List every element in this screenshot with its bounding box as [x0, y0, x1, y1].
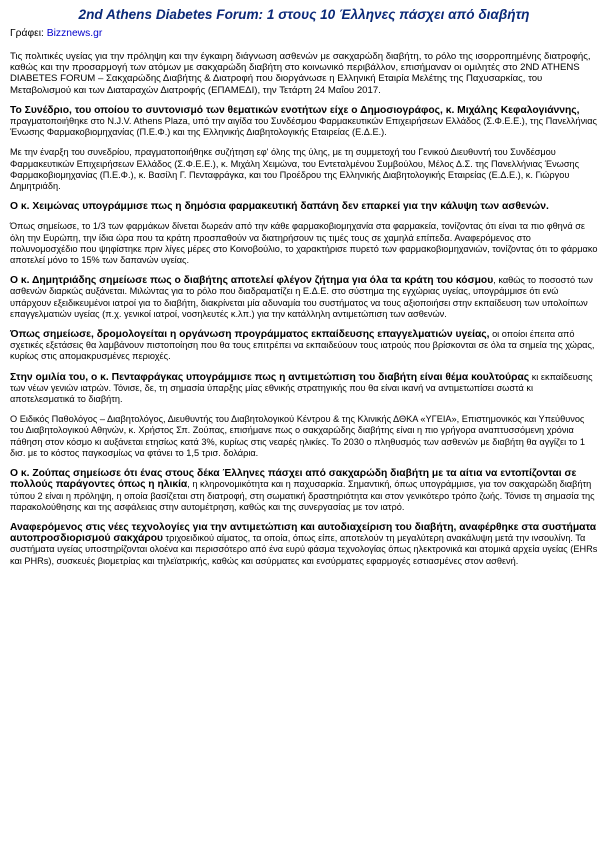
article-paragraph [10, 201, 598, 212]
paragraph-lead-bold: Στην ομιλία του, ο κ. Πενταφράγκας υπογράμμισε πως η αντιμετώπιση του διαβήτη είναι θέμα κουλτούρας [10, 371, 530, 383]
paragraph-text: πραγματοποιήθηκε στο N.J.V. Athens Plaza, υπό την αιγίδα του Συνδέσμου Φαρμακευτικών Επιχειρήσεων Ελλάδος (Σ.Φ.Ε.Ε.), της Πανελλήνιας Ένωσης Φαρμακοβιομηχανίας (Π.Ε.Φ.) και της Ελληνικής Διαβητολογικής Εταιρείας (Ε.Δ.Ε.). [10, 116, 597, 138]
paragraph-lead-bold: Αναφερόμενος στις νέες τεχνολογίες για την αντιμετώπιση και αυτοδιαχείριση του διαβήτη, αναφέρθηκε στα συστήματα αυτοπροσδιορισμού σακχάρου [10, 521, 597, 545]
article-paragraph [10, 414, 598, 459]
article-body [10, 51, 598, 567]
paragraph-lead-bold: Όπως σημείωσε, δρομολογείται η οργάνωση προγράμματος εκπαίδευσης επαγγελματιών υγείας, [10, 329, 490, 341]
paragraph-lead-bold: Ο κ. Χειμώνας υπογράμμισε πως η δημόσια φαρμακευτική δαπάνη δεν επαρκεί για την κάλυψη των ασθενών. [10, 201, 549, 213]
paragraph-text: Τις πολιτικές υγείας για την πρόληψη και την έγκαιρη διάγνωση ασθενών με σακχαρώδη διαβήτη, το ρόλο της ισορροπημένης διατροφής, καθώς και την προσαρμογή των ατόμων με σακχαρώδη διαβήτη στο κοινωνικό περιβάλλον, επισήμαναν οι ομιλητές στο 2ND ATHENS DIABETES FORUM – Σακχαρώδης Διαβήτης & Διατροφή που διοργάνωσε η Ελληνική Εταιρία Μελέτης της Παχυσαρκίας, του Μεταβολισμού και των Διαταραχών Διατροφής (ΕΠΑΜΕΔΙ), την Τετάρτη 24 Μαΐου 2017. [10, 51, 591, 96]
paragraph-text: κι εκπαίδευσης των νέων γενιών ιατρών. Τόνισε, δε, τη σημασία ύπαρξης μίας εθνικής στρατηγικής που θα είναι ικανή να αντιμετωπίσει σωστά κι αποτελεσματικά το διαβήτη. [10, 371, 593, 405]
article-title: 2nd Athens Diabetes Forum: 1 στους 10 Έλληνες πάσχει από διαβήτη [78, 7, 530, 22]
source-label: Γράφει: [10, 28, 44, 39]
article-source [10, 27, 598, 40]
article-paragraph [10, 147, 598, 192]
paragraph-lead-bold: Ο κ. Δημητριάδης σημείωσε πως ο διαβήτης αποτελεί φλέγον ζήτημα για όλα τα κράτη του κόσμου [10, 275, 494, 287]
paragraph-text: , η κληρονομικότητα και η παχυσαρκία. Σημαντική, όπως υπογράμμισε, για τον σακχαρώδη διαβήτη τύπου 2 είναι η πρόληψη, η οποία βασίζεται στη διατροφή, στη σωματική δραστηριότητα και στον γενικότερο τρόπο ζωής. Τόνισε τη σημασία της παρακολούθησης και της ασφάλειας στην αυτομέτρηση, καθώς και της συνεργασίας με τον ιατρό. [10, 479, 595, 512]
article-paragraph [10, 105, 598, 139]
paragraph-text: οι οποίοι έπειτα από σχετικές εξετάσεις θα λαμβάνουν πιστοποίηση που θα τους επιτρέπει να εκπαιδεύουν τους ιατρούς που βρίσκονται σε όλα τα σημεία της χώρας, κυρίως στις απομακρυσμένες περιοχές. [10, 329, 595, 362]
paragraph-text: Όπως σημείωσε, το 1/3 των φαρμάκων δίνεται δωρεάν από την κάθε φαρμακοβιομηχανία στα φαρμακεία, τονίζοντας ότι είναι τα πιο φθηνά σε όλη την Ευρώπη, την ίδια ώρα που τα κράτη προσπαθούν να διατηρήσουν τις τιμές τους σε χαμηλά επίπεδα. Αναφερόμενος στο πολυνομοσχέδιο που ψηφίστηκε πριν λίγες μέρες στο Κοινοβούλιο, το χαρακτήρισε πυρετό των φαρμακοβιομηχανιών, τονίζοντας ότι το φάρμακο αποτελεί μόνο το 15% των δαπανών υγείας. [10, 221, 598, 266]
article-paragraph [10, 51, 598, 96]
paragraph-text: , καθώς το ποσοστό των ασθενών διαρκώς αυξάνεται. Μιλώντας για το ρόλο που διαδραματίζει η Ε.Δ.Ε. στο σύστημα της εγχώριας υγείας, υπογράμμισε ότι ενώ υπάρχουν εξειδικευμένοι ιατροί για το διαβήτη, διακρίνεται μία αδυναμία του συστήματος να τους αξιοποιήσει στην εκπαίδευση των υπολοίπων επαγγελματιών υγείας (π.χ. γενικοί ιατροί, νοσηλευτές κ.λπ.) για την κατάλληλη αντιμετώπιση των ασθενών. [10, 275, 593, 319]
article-paragraph [10, 522, 598, 567]
source-link[interactable]: Bizznews.gr [46, 28, 103, 39]
article-paragraph [10, 468, 598, 513]
article-paragraph [10, 221, 598, 266]
paragraph-lead-bold: Το Συνέδριο, του οποίου το συντονισμό των θεματικών ενοτήτων είχε ο Δημοσιογράφος, κ. Μιχάλης Κεφαλογιάννης, [10, 104, 580, 116]
paragraph-lead-bold: Ο κ. Ζούπας σημείωσε ότι ένας στους δέκα Έλληνες πάσχει από σακχαρώδη διαβήτη με τα αίτια να εντοπίζονται σε πολλούς παράγοντες όπως η ηλικία [10, 468, 577, 491]
paragraph-text: Με την έναρξη του συνεδρίου, πραγματοποιήθηκε συζήτηση εφ' όλης της ύλης, με τη συμμετοχή του Γενικού Διευθυντή του Συνδέσμου Φαρμακευτικών Επιχειρήσεων Ελλάδος (Σ.Φ.Ε.Ε.), κ. Μιχάλη Χειμώνα, του Εντεταλμένου Συμβούλου, Μέλος Δ.Σ. της Πανελλήνιας Ένωσης Φαρμακοβιομηχανίας (Π.Ε.Φ.), κ. Βασίλη Γ. Πενταφράγκα, και του Προέδρου της Ελληνικής Διαβητολογικής Εταιρείας (Ε.Δ.Ε.), κ. Γιώργου Δημητριάδη. [10, 147, 580, 192]
article-paragraph [10, 275, 598, 320]
article-paragraph [10, 329, 598, 363]
article-paragraph [10, 372, 598, 406]
paragraph-text: τριχοειδικού αίματος, τα οποία, όπως είπε, αποτελούν τη μεγαλύτερη ανακάλυψη μετά την ινσουλίνη. Τα συστήματα υγείας υποστηρίζονται ολοένα και περισσότερο από ένα ευρύ φάσμα τεχνολογίας όπως ηλεκτρονικά και ατομικά αρχεία υγείας (EHRs και PHRs), συσκευές βιομετρίας και τηλεϊατρικής, καθώς και ασύρματες και ενσύρματες εφαρμογές εστιασμένες στον ασθενή. [10, 533, 598, 566]
paragraph-text: Ο Ειδικός Παθολόγος – Διαβητολόγος, Διευθυντής του Διαβητολογικού Κέντρου & της Κλινικής ΔΘΚΑ «ΥΓΕΙΑ», Επιστημονικός και Υπεύθυνος του Διαβητολογικού Αθηνών, κ. Χρήστος Σπ. Ζούπας, επισήμανε πως ο σακχαρώδης διαβήτης είναι η πιο γρήγορα αναπτυσσόμενη χρόνια πάθηση στον κόσμο κι αυξάνεται ετησίως κατά 3%, κυρίως στις νεαρές ηλικίες. Το 2030 ο πληθυσμός των ασθενών με διαβήτη θα αγγίζει το 1 δισ. με το κόστος παγκοσμίως να φτάνει το 1,5 τρισ. δολάρια. [10, 414, 585, 458]
